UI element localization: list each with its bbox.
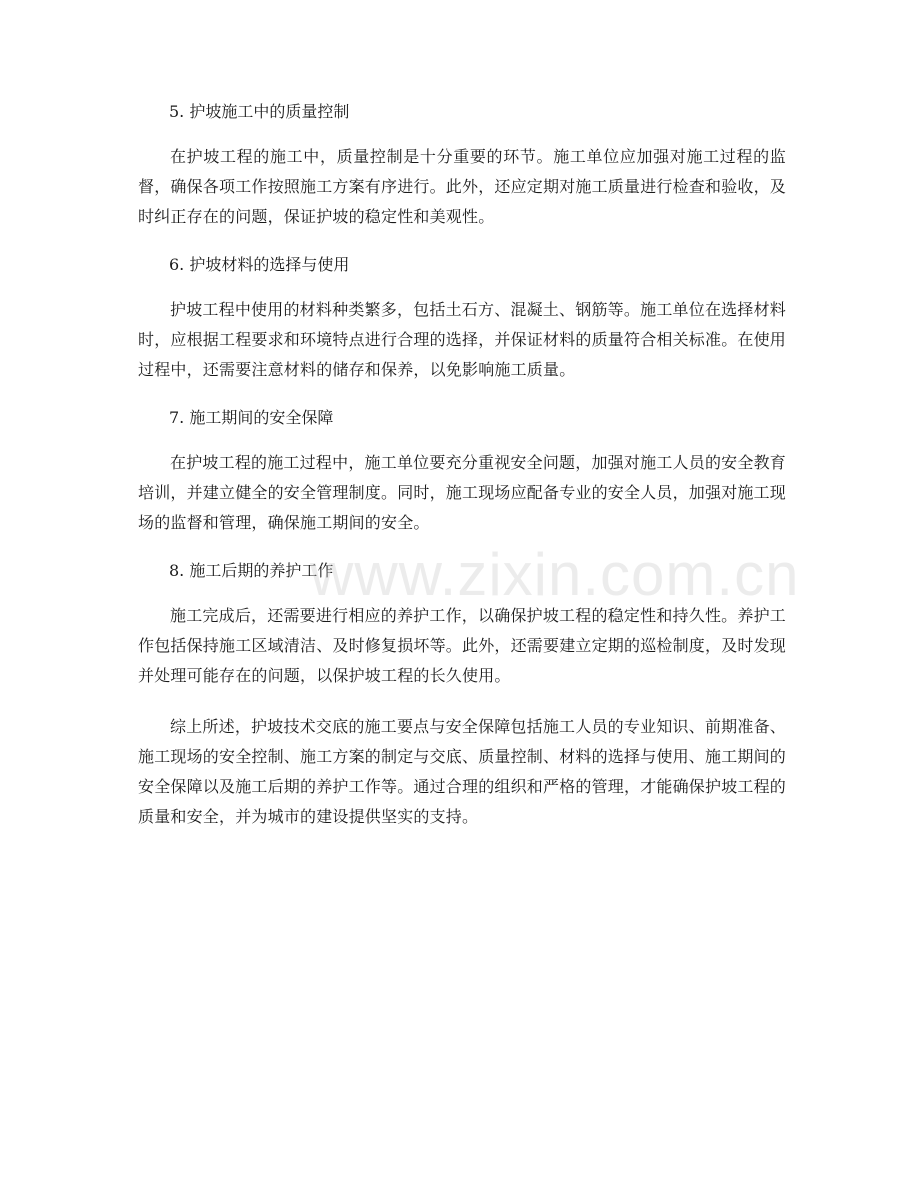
document-body (138, 100, 786, 853)
section-8-paragraph: 施工完成后，还需要进行相应的养护工作，以确保护坡工程的稳定性和持久性。养护工作包括保持施工区域清洁、及时修复损坏等。此外，还需要建立定期的巡检制度，及时发现并处理可能存在的问题，以保护坡工程的长久使用。 (138, 606, 787, 685)
section-8-heading: 8. 施工后期的养护工作 (169, 561, 334, 580)
section-5-paragraph: 在护坡工程的施工中，质量控制是十分重要的环节。施工单位应加强对施工过程的监督，确保各项工作按照施工方案有序进行。此外，还应定期对施工质量进行检查和验收，及时纠正存在的问题，保证护坡的稳定性和美观性。 (138, 147, 787, 226)
watermark-text: www.zixin.com.cn (310, 541, 800, 608)
section-6-paragraph: 护坡工程中使用的材料种类繁多，包括土石方、混凝土、钢筋等。施工单位在选择材料时，应根据工程要求和环境特点进行合理的选择，并保证材料的质量符合相关标准。在使用过程中，还需要注意材料的储存和保养，以免影响施工质量。 (138, 300, 787, 379)
section-5-heading: 5. 护坡施工中的质量控制 (169, 102, 350, 121)
conclusion-paragraph: 综上所述，护坡技术交底的施工要点与安全保障包括施工人员的专业知识、前期准备、施工现场的安全控制、施工方案的制定与交底、质量控制、材料的选择与使用、施工期间的安全保障以及施工后期的养护工作等。通过合理的组织和严格的管理，才能确保护坡工程的质量和安全，并为城市的建设提供坚实的支持。 (138, 717, 787, 826)
section-6-heading: 6. 护坡材料的选择与使用 (169, 255, 350, 274)
section-7-heading: 7. 施工期间的安全保障 (169, 408, 334, 427)
section-7-paragraph: 在护坡工程的施工过程中，施工单位要充分重视安全问题，加强对施工人员的安全教育培训，并建立健全的安全管理制度。同时，施工现场应配备专业的安全人员，加强对施工现场的监督和管理，确保施工期间的安全。 (138, 453, 787, 532)
